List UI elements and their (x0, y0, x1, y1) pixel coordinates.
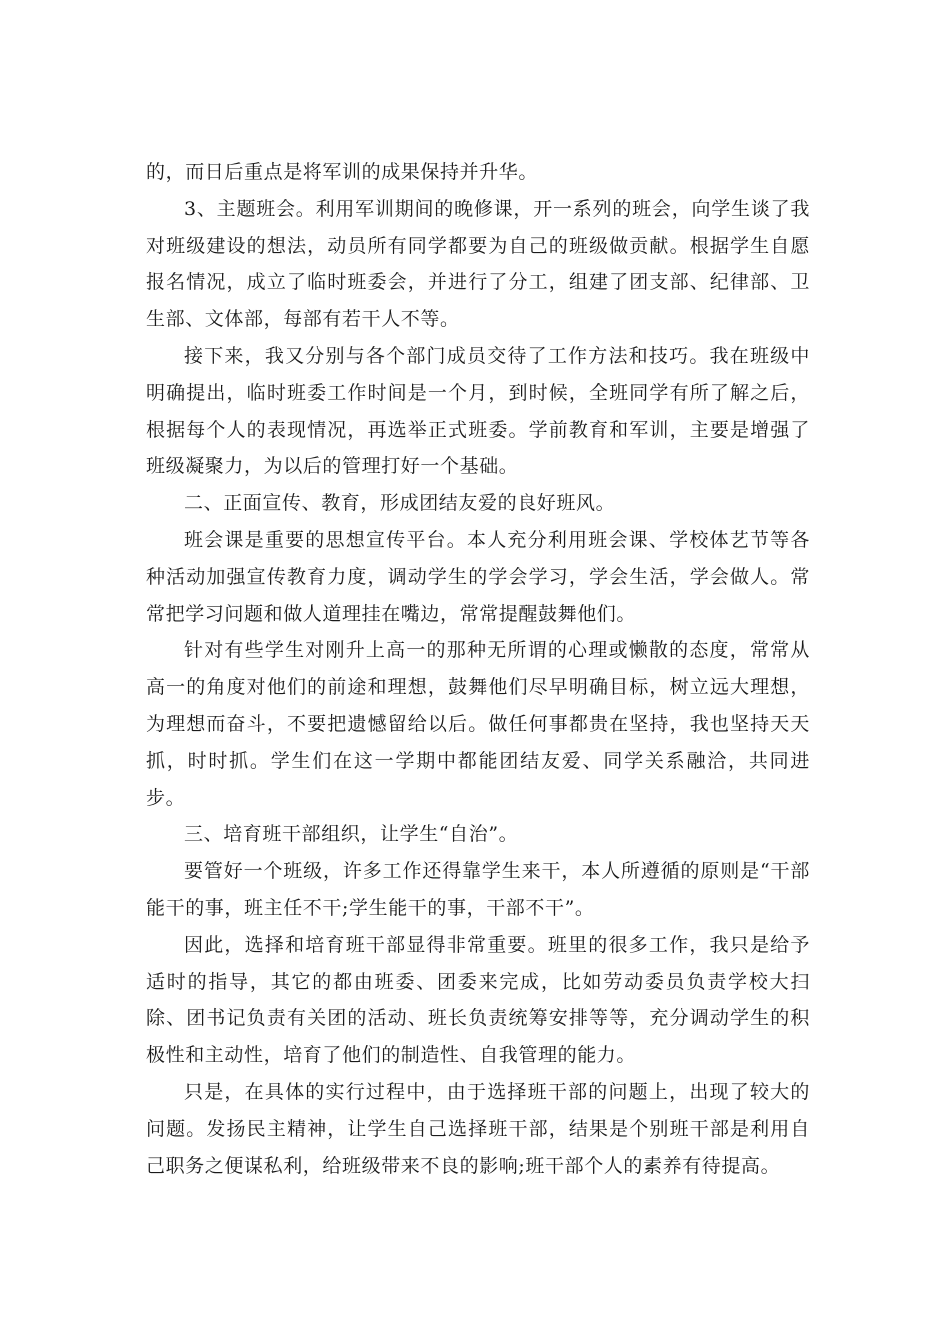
paragraph-temporary-committee: 接下来，我又分别与各个部门成员交待了工作方法和技巧。我在班级中明确提出，临时班委工作时间是一个月，到时候，全班同学有所了解之后，根据每个人的表现情况，再选举正式班委。学前教育和军训，主要是增强了班级凝聚力，为以后的管理打好一个基础。 (146, 344, 810, 478)
paragraph-class-meeting-platform: 班会课是重要的思想宣传平台。本人充分利用班会课、学校体艺节等各种活动加强宣传教育力度，调动学生的学会学习，学会生活，学会做人。常常把学习问题和做人道理挂在嘴边，常常提醒鼓舞他们。 (146, 528, 810, 625)
document-body (146, 154, 810, 1184)
paragraph-continuation: 的，而日后重点是将军训的成果保持并升华。 (146, 161, 539, 183)
paragraph-cadre-training: 因此，选择和培育班干部显得非常重要。班里的很多工作，我只是给予适时的指导，其它的都由班委、团委来完成，比如劳动委员负责学校大扫除、团书记负责有关团的活动、班长负责统筹安排等等，充分调动学生的积极性和主动性，培育了他们的制造性、自我管理的能力。 (146, 933, 810, 1067)
paragraph-theme-class-meeting: 3、主题班会。利用军训期间的晚修课，开一系列的班会，向学生谈了我对班级建设的想法，动员所有同学都要为自己的班级做贡献。根据学生自愿报名情况，成立了临时班委会，并进行了分工，组建了团支部、纪律部、卫生部、文体部，每部有若干人不等。 (146, 197, 810, 331)
section-heading-2: 二、正面宣传、教育，形成团结友爱的良好班风。 (184, 492, 616, 515)
paragraph-principle: 要管好一个班级，许多工作还得靠学生来干，本人所遵循的原则是“干部能干的事，班主任不干;学生能干的事，干部不干”。 (146, 860, 810, 919)
paragraph-problems: 只是，在具体的实行过程中，由于选择班干部的问题上，出现了较大的问题。发扬民主精神，让学生自己选择班干部，结果是个别班干部是利用自己职务之便谋私利，给班级带来不良的影响;班干部个人的素养有待提高。 (146, 1080, 810, 1177)
section-heading-3: 三、培育班干部组织，让学生“自治”。 (184, 823, 519, 846)
paragraph-goals-ideals: 针对有些学生对刚升上高一的那种无所谓的心理或懒散的态度，常常从高一的角度对他们的前途和理想，鼓舞他们尽早明确目标，树立远大理想，为理想而奋斗，不要把遗憾留给以后。做任何事都贵在坚持，我也坚持天天抓，时时抓。学生们在这一学期中都能团结友爱、同学关系融洽，共同进步。 (146, 639, 810, 809)
